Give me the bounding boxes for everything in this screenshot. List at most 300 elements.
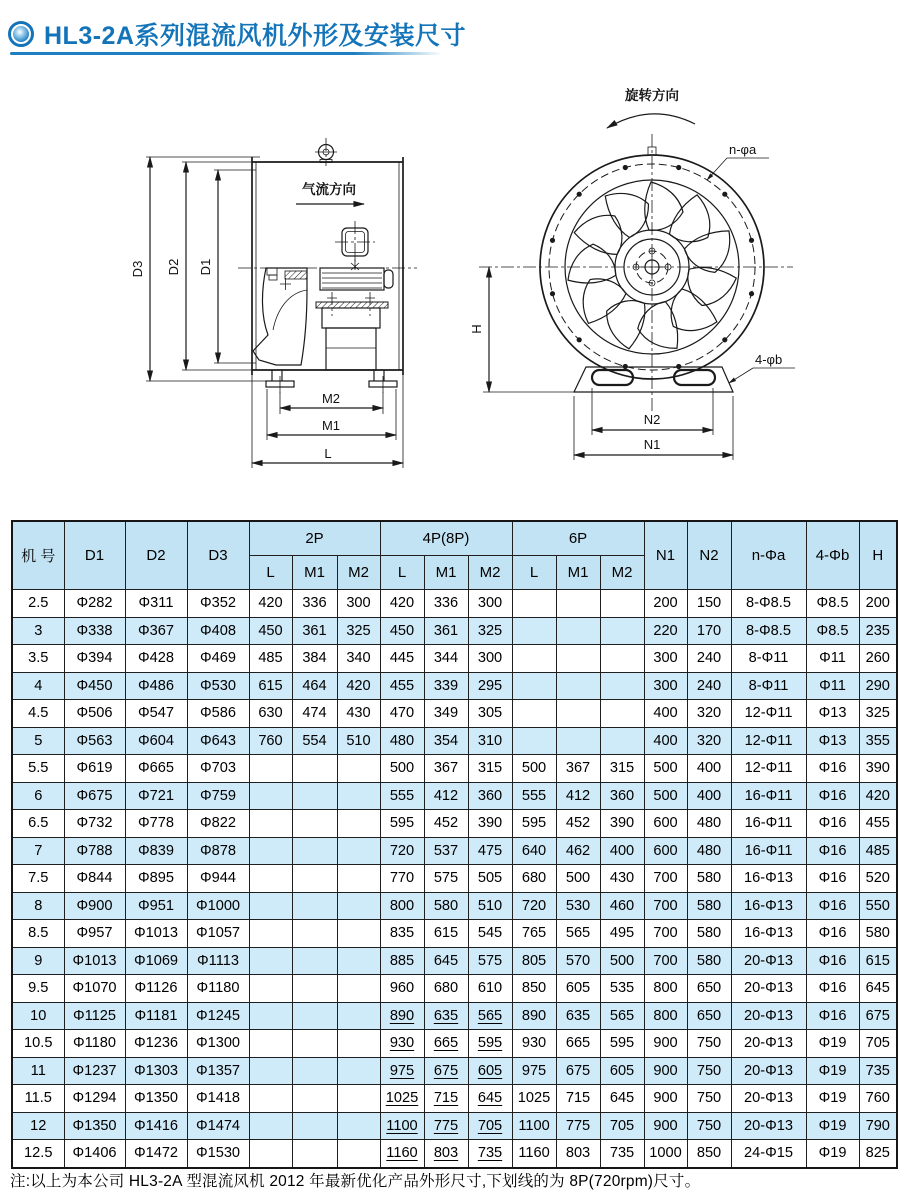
table-cell — [556, 590, 600, 618]
table-cell — [556, 672, 600, 700]
table-cell: 885 — [380, 947, 424, 975]
table-cell — [249, 892, 292, 920]
table-cell: 400 — [600, 837, 644, 865]
table-cell — [337, 1002, 380, 1030]
table-cell: Φ19 — [806, 1030, 859, 1058]
table-cell: 430 — [337, 700, 380, 728]
table-cell: 305 — [468, 700, 512, 728]
table-cell: 700 — [644, 865, 687, 893]
col-header-4-phi-b: 4-Φb — [806, 521, 859, 590]
table-cell: Φ1350 — [64, 1112, 125, 1140]
table-cell: Φ1125 — [64, 1002, 125, 1030]
table-cell: 20-Φ13 — [731, 1112, 806, 1140]
table-cell: 470 — [380, 700, 424, 728]
table-cell: Φ16 — [806, 782, 859, 810]
table-cell: 400 — [644, 727, 687, 755]
d1-dimension — [198, 170, 256, 363]
table-cell: Φ408 — [187, 617, 249, 645]
table-cell: Φ530 — [187, 672, 249, 700]
table-cell: 349 — [424, 700, 468, 728]
l-label: L — [324, 446, 332, 461]
sub-header-m1: M1 — [424, 556, 468, 590]
table-cell: 500 — [556, 865, 600, 893]
table-cell — [249, 975, 292, 1003]
table-cell — [337, 755, 380, 783]
sub-header-l: L — [380, 556, 424, 590]
table-row — [12, 1057, 897, 1085]
table-cell: 430 — [600, 865, 644, 893]
col-group-6p: 6P — [512, 521, 644, 556]
table-cell: Φ16 — [806, 920, 859, 948]
table-cell: 600 — [644, 810, 687, 838]
table-cell: Φ352 — [187, 590, 249, 618]
table-cell: 452 — [556, 810, 600, 838]
table-cell — [337, 892, 380, 920]
table-cell: 485 — [249, 645, 292, 673]
table-cell: 452 — [424, 810, 468, 838]
table-cell: Φ788 — [64, 837, 125, 865]
table-cell: 900 — [644, 1085, 687, 1113]
table-cell: 170 — [687, 617, 731, 645]
table-cell: 700 — [644, 920, 687, 948]
table-cell: 8 — [12, 892, 64, 920]
table-cell: 975 — [512, 1057, 556, 1085]
table-cell: 16-Φ13 — [731, 865, 806, 893]
table-cell — [249, 1057, 292, 1085]
table-cell: Φ19 — [806, 1140, 859, 1168]
table-cell: Φ1303 — [125, 1057, 187, 1085]
table-cell: 580 — [687, 865, 731, 893]
table-cell — [292, 892, 337, 920]
table-cell: 8.5 — [12, 920, 64, 948]
table-cell: 635 — [556, 1002, 600, 1030]
table-cell: 310 — [468, 727, 512, 755]
table-cell: 650 — [687, 975, 731, 1003]
table-cell: 3.5 — [12, 645, 64, 673]
table-cell: 960 — [380, 975, 424, 1003]
table-row — [12, 837, 897, 865]
table-cell — [292, 975, 337, 1003]
rotation-direction-label: 旋转方向 — [625, 88, 679, 103]
m2-label: M2 — [321, 391, 341, 406]
col-group-2p: 2P — [249, 521, 380, 556]
table-cell: 390 — [600, 810, 644, 838]
table-cell: 420 — [380, 590, 424, 618]
table-cell: 537 — [424, 837, 468, 865]
table-cell: Φ469 — [187, 645, 249, 673]
table-cell: 361 — [292, 617, 337, 645]
table-body — [12, 590, 897, 1168]
table-cell: Φ1300 — [187, 1030, 249, 1058]
table-cell: Φ8.5 — [806, 617, 859, 645]
sub-header-l: L — [512, 556, 556, 590]
table-cell: Φ703 — [187, 755, 249, 783]
d3-label: D3 — [130, 260, 145, 278]
table-cell: Φ951 — [125, 892, 187, 920]
table-cell: 390 — [468, 810, 512, 838]
table-cell: 485 — [859, 837, 897, 865]
front-view-drawing — [455, 78, 815, 478]
table-cell: Φ367 — [125, 617, 187, 645]
table-cell — [292, 1085, 337, 1113]
n-phi-a-label: n-φa — [729, 142, 757, 157]
table-cell: 705 — [859, 1030, 897, 1058]
table-cell: 1160 — [512, 1140, 556, 1168]
table-row — [12, 1140, 897, 1168]
table-cell: 600 — [644, 837, 687, 865]
table-cell: Φ1236 — [125, 1030, 187, 1058]
table-cell: 500 — [512, 755, 556, 783]
table-cell: 555 — [512, 782, 556, 810]
table-cell: Φ1070 — [64, 975, 125, 1003]
table-cell: Φ19 — [806, 1112, 859, 1140]
table-cell: 20-Φ13 — [731, 975, 806, 1003]
table-cell: 9.5 — [12, 975, 64, 1003]
table-cell: 11 — [12, 1057, 64, 1085]
table-cell — [600, 672, 644, 700]
table-cell: 12-Φ11 — [731, 727, 806, 755]
table-cell — [249, 1030, 292, 1058]
table-cell — [249, 1002, 292, 1030]
table-cell: 220 — [644, 617, 687, 645]
table-cell: 550 — [859, 892, 897, 920]
table-cell: 7.5 — [12, 865, 64, 893]
table-cell: 800 — [644, 975, 687, 1003]
table-row — [12, 645, 897, 673]
table-cell: 595 — [380, 810, 424, 838]
table-cell — [292, 920, 337, 948]
table-cell: 300 — [468, 590, 512, 618]
table-cell: Φ16 — [806, 947, 859, 975]
table-cell — [337, 1112, 380, 1140]
table-cell: Φ16 — [806, 975, 859, 1003]
table-cell: 300 — [337, 590, 380, 618]
table-cell — [337, 1140, 380, 1168]
table-row — [12, 727, 897, 755]
table-cell: 930 — [380, 1030, 424, 1058]
table-cell: 7 — [12, 837, 64, 865]
table-cell: 825 — [859, 1140, 897, 1168]
table-cell — [512, 617, 556, 645]
table-cell: Φ778 — [125, 810, 187, 838]
n1-dimension — [574, 396, 733, 460]
col-header-h: H — [859, 521, 897, 590]
table-cell: 735 — [859, 1057, 897, 1085]
table-cell: 325 — [859, 700, 897, 728]
table-cell: Φ506 — [64, 700, 125, 728]
table-cell — [249, 1085, 292, 1113]
table-cell: 8-Φ8.5 — [731, 590, 806, 618]
table-cell: Φ1180 — [64, 1030, 125, 1058]
table-cell: 580 — [687, 920, 731, 948]
table-cell: 4.5 — [12, 700, 64, 728]
table-cell: 400 — [687, 755, 731, 783]
table-cell — [249, 1140, 292, 1168]
col-header-n1: N1 — [644, 521, 687, 590]
airflow-direction-label: 气流方向 — [302, 182, 356, 197]
table-cell: 580 — [687, 947, 731, 975]
table-cell: Φ338 — [64, 617, 125, 645]
table-cell: Φ16 — [806, 892, 859, 920]
table-cell: 16-Φ11 — [731, 782, 806, 810]
table-cell: Φ1000 — [187, 892, 249, 920]
table-cell — [337, 920, 380, 948]
table-cell: 775 — [424, 1112, 468, 1140]
table-cell: 367 — [556, 755, 600, 783]
table-cell: 336 — [424, 590, 468, 618]
table-cell: Φ1180 — [187, 975, 249, 1003]
table-row — [12, 865, 897, 893]
table-cell: Φ16 — [806, 865, 859, 893]
table-cell: 290 — [859, 672, 897, 700]
table-cell: 850 — [687, 1140, 731, 1168]
table-cell: 480 — [687, 810, 731, 838]
table-cell — [556, 645, 600, 673]
table-cell: 565 — [600, 1002, 644, 1030]
table-cell — [292, 755, 337, 783]
table-cell: Φ944 — [187, 865, 249, 893]
table-cell: Φ1418 — [187, 1085, 249, 1113]
n1-label: N1 — [643, 437, 661, 452]
table-cell: 555 — [380, 782, 424, 810]
table-cell: Φ1350 — [125, 1085, 187, 1113]
table-cell: 535 — [600, 975, 644, 1003]
table-cell: Φ486 — [125, 672, 187, 700]
table-cell: Φ1357 — [187, 1057, 249, 1085]
table-cell: 565 — [468, 1002, 512, 1030]
table-cell — [249, 782, 292, 810]
table-cell: 2.5 — [12, 590, 64, 618]
table-cell: Φ1472 — [125, 1140, 187, 1168]
table-cell: 565 — [556, 920, 600, 948]
table-cell: 1160 — [380, 1140, 424, 1168]
table-cell: Φ1113 — [187, 947, 249, 975]
table-cell: Φ13 — [806, 700, 859, 728]
table-cell: 8-Φ11 — [731, 645, 806, 673]
table-cell: 4 — [12, 672, 64, 700]
table-row — [12, 947, 897, 975]
table-cell: 455 — [859, 810, 897, 838]
table-cell: 615 — [859, 947, 897, 975]
table-cell — [292, 810, 337, 838]
table-cell: 675 — [424, 1057, 468, 1085]
table-cell: 930 — [512, 1030, 556, 1058]
table-cell: 200 — [644, 590, 687, 618]
table-cell: 455 — [380, 672, 424, 700]
table-cell: 360 — [468, 782, 512, 810]
table-cell: Φ19 — [806, 1085, 859, 1113]
title-underline — [10, 52, 440, 55]
centerlines — [479, 134, 793, 412]
table-cell — [249, 947, 292, 975]
table-cell — [600, 700, 644, 728]
table-cell: 336 — [292, 590, 337, 618]
table-cell: 715 — [424, 1085, 468, 1113]
table-cell: 11.5 — [12, 1085, 64, 1113]
table-cell: 645 — [859, 975, 897, 1003]
table-cell: 790 — [859, 1112, 897, 1140]
table-cell: 344 — [424, 645, 468, 673]
table-cell: 495 — [600, 920, 644, 948]
table-row — [12, 672, 897, 700]
table-cell: 700 — [644, 892, 687, 920]
footnote: 注:以上为本公司 HL3-2A 型混流风机 2012 年最新优化产品外形尺寸,下划线的为 8P(720rpm)尺寸。 — [10, 1173, 701, 1190]
table-cell: Φ563 — [64, 727, 125, 755]
table-cell: 890 — [512, 1002, 556, 1030]
table-cell: 412 — [556, 782, 600, 810]
table-cell: 260 — [859, 645, 897, 673]
table-cell: 16-Φ11 — [731, 810, 806, 838]
table-cell: 505 — [468, 865, 512, 893]
col-header-n-phi-a: n-Φa — [731, 521, 806, 590]
table-cell: 480 — [687, 837, 731, 865]
h-label: H — [469, 324, 484, 334]
table-cell: 645 — [600, 1085, 644, 1113]
table-cell: Φ900 — [64, 892, 125, 920]
table-cell: 605 — [600, 1057, 644, 1085]
table-cell: 615 — [249, 672, 292, 700]
table-cell: 630 — [249, 700, 292, 728]
table-cell: 800 — [380, 892, 424, 920]
table-cell: Φ1416 — [125, 1112, 187, 1140]
table-cell: 450 — [249, 617, 292, 645]
table-cell: 680 — [424, 975, 468, 1003]
table-cell: Φ11 — [806, 645, 859, 673]
table-cell: Φ665 — [125, 755, 187, 783]
table-cell: Φ604 — [125, 727, 187, 755]
sub-header-m2: M2 — [600, 556, 644, 590]
table-cell: 315 — [600, 755, 644, 783]
base-slot-right — [674, 370, 715, 385]
table-cell: Φ1057 — [187, 920, 249, 948]
table-cell — [292, 782, 337, 810]
sub-header-m1: M1 — [292, 556, 337, 590]
table-cell: 300 — [644, 645, 687, 673]
table-cell: 361 — [424, 617, 468, 645]
table-cell — [512, 672, 556, 700]
table-cell — [292, 1140, 337, 1168]
n2-dimension — [592, 388, 713, 435]
table-cell: 20-Φ13 — [731, 1085, 806, 1113]
table-cell: 475 — [468, 837, 512, 865]
table-cell: 580 — [424, 892, 468, 920]
table-cell: 325 — [337, 617, 380, 645]
table-cell: 610 — [468, 975, 512, 1003]
table-cell — [249, 810, 292, 838]
table-row — [12, 1085, 897, 1113]
table-cell: 595 — [468, 1030, 512, 1058]
table-cell — [292, 1002, 337, 1030]
table-cell: 545 — [468, 920, 512, 948]
side-view-drawing — [110, 78, 430, 478]
table-cell: 462 — [556, 837, 600, 865]
table-cell: Φ16 — [806, 1002, 859, 1030]
table-cell: 850 — [512, 975, 556, 1003]
table-cell — [512, 590, 556, 618]
table-cell: 24-Φ15 — [731, 1140, 806, 1168]
table-cell: 605 — [468, 1057, 512, 1085]
table-row — [12, 617, 897, 645]
table-cell: Φ721 — [125, 782, 187, 810]
table-cell: 500 — [600, 947, 644, 975]
table-cell: Φ1406 — [64, 1140, 125, 1168]
table-row — [12, 810, 897, 838]
table-cell: 650 — [687, 1002, 731, 1030]
table-cell: Φ895 — [125, 865, 187, 893]
table-cell: 675 — [556, 1057, 600, 1085]
table-row — [12, 782, 897, 810]
table-cell — [512, 645, 556, 673]
table-cell: 900 — [644, 1057, 687, 1085]
m1-label: M1 — [321, 418, 341, 433]
table-cell: Φ1181 — [125, 1002, 187, 1030]
table-cell: Φ13 — [806, 727, 859, 755]
table-cell: 750 — [687, 1112, 731, 1140]
table-row — [12, 700, 897, 728]
table-cell — [337, 1030, 380, 1058]
table-cell: 805 — [512, 947, 556, 975]
table-cell — [337, 1085, 380, 1113]
table-cell: 900 — [644, 1030, 687, 1058]
table-cell: 320 — [687, 727, 731, 755]
table-cell: 595 — [512, 810, 556, 838]
table-cell: Φ1069 — [125, 947, 187, 975]
four-phi-b-callout — [729, 352, 795, 383]
table-cell: 770 — [380, 865, 424, 893]
table-cell: 735 — [600, 1140, 644, 1168]
table-cell: 16-Φ13 — [731, 920, 806, 948]
table-cell: Φ428 — [125, 645, 187, 673]
table-cell: 300 — [644, 672, 687, 700]
table-cell: Φ282 — [64, 590, 125, 618]
sub-header-m2: M2 — [337, 556, 380, 590]
table-cell: Φ19 — [806, 1057, 859, 1085]
table-cell: 720 — [512, 892, 556, 920]
table-cell: 803 — [556, 1140, 600, 1168]
table-row — [12, 920, 897, 948]
table-cell: 554 — [292, 727, 337, 755]
table-cell: 200 — [859, 590, 897, 618]
table-cell: 605 — [556, 975, 600, 1003]
table-cell: 240 — [687, 672, 731, 700]
table-cell: Φ1245 — [187, 1002, 249, 1030]
table-cell: 575 — [468, 947, 512, 975]
table-cell: Φ1294 — [64, 1085, 125, 1113]
mounting-feet — [266, 370, 397, 393]
table-cell — [600, 727, 644, 755]
table-row — [12, 975, 897, 1003]
table-cell: 12-Φ11 — [731, 700, 806, 728]
sub-header-l: L — [249, 556, 292, 590]
col-header-d1: D1 — [64, 521, 125, 590]
table-cell: 835 — [380, 920, 424, 948]
table-cell: 8-Φ8.5 — [731, 617, 806, 645]
table-cell: Φ450 — [64, 672, 125, 700]
table-cell: 500 — [644, 755, 687, 783]
table-cell: 235 — [859, 617, 897, 645]
col-header-n2: N2 — [687, 521, 731, 590]
table-cell: 20-Φ13 — [731, 1002, 806, 1030]
table-cell: 775 — [556, 1112, 600, 1140]
table-cell: 6.5 — [12, 810, 64, 838]
table-cell: 500 — [380, 755, 424, 783]
table-cell: 3 — [12, 617, 64, 645]
table-cell — [249, 837, 292, 865]
table-cell — [337, 865, 380, 893]
sub-header-m1: M1 — [556, 556, 600, 590]
table-cell: 890 — [380, 1002, 424, 1030]
table-cell — [249, 920, 292, 948]
